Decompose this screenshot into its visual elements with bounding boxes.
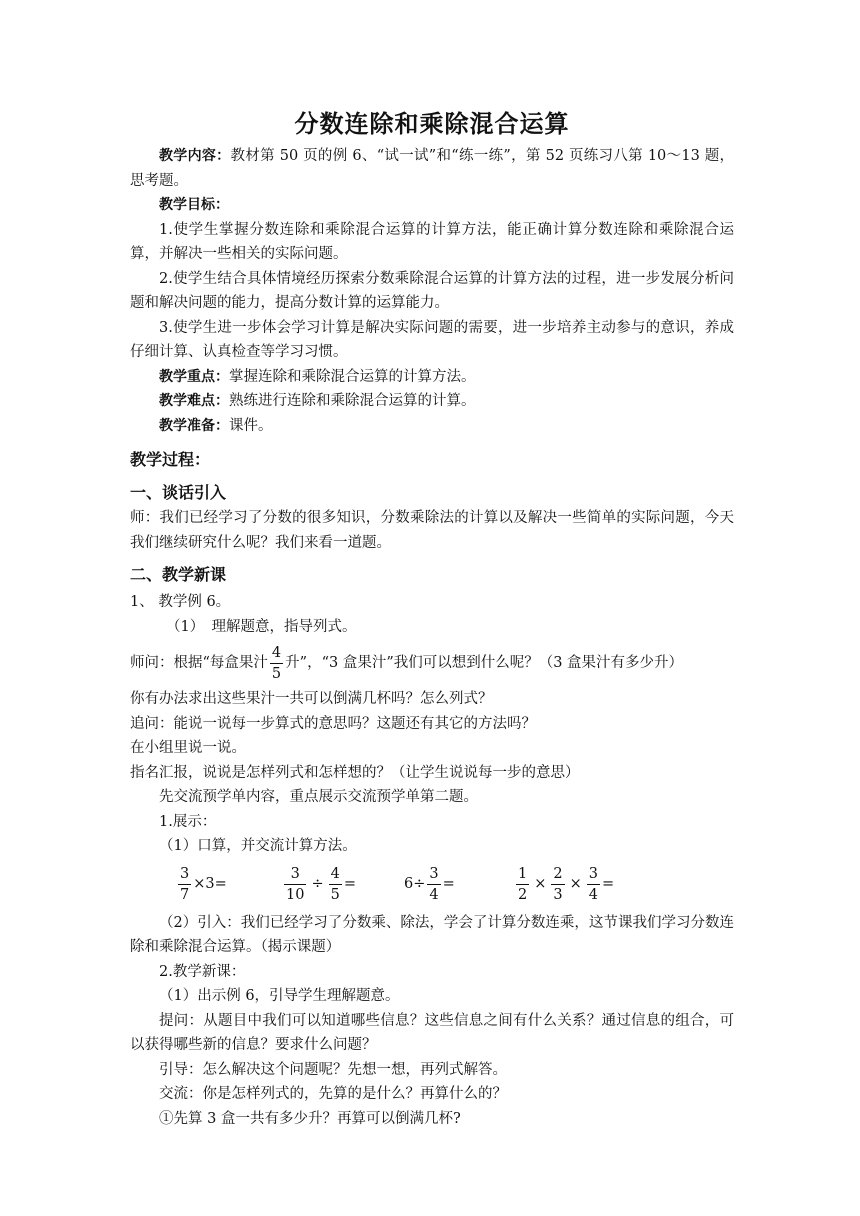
share-text: 交流：你是怎样列式的，先算的是什么？再算什么的？ — [159, 1086, 507, 1102]
teacher-question: 师问：根据“每盒果汁 $\frac{4}{5}$ 升”，“3 盒果汁”我们可以想到什么呢？（3 盒果汁有多少升） — [130, 644, 684, 682]
step-1-text: ①先算 3 盒一共有多少升？再算可以倒满几杯? — [159, 1110, 461, 1127]
ask-text: 提问：从题目中我们可以知道哪些信息？这些信息之间有什么关系？通过信息的组合，可以获得哪些新的信息？要求什么问题？ — [130, 1012, 734, 1053]
difficulty-text: 熟练进行连除和乘除混合运算的计算。 — [229, 393, 476, 409]
key-point — [130, 365, 734, 390]
teaching-goals-label: 教学目标： — [159, 197, 229, 213]
fraction-four-fifths: $\frac{4}{5}$ — [271, 644, 282, 682]
expr-2: $\frac{3}{10}$ ÷ $\frac{4}{5}$ = — [286, 866, 356, 903]
text-line-2: 追问：能说一说每一步算式的意思吗？这题还有其它的方法吗？ — [130, 715, 536, 732]
exchange-text: 先交流预学单内容，重点展示交流预学单第二题。 — [159, 789, 478, 805]
teaching-content-text: 教材第 50 页的例 6、“试一试”和“练一练”，第 52 页练习八第 10～13 题，思考题。 — [130, 148, 735, 189]
expr-1: $\frac{3}{7}$ ×3= — [180, 866, 227, 903]
goal-item-3: 3.使学生进一步体会学习计算是解决实际问题的需要，进一步培养主动参与的意识，养成仔细计算、认真检查等学习习惯。 — [130, 319, 734, 360]
oral-calc-text: （1）口算，并交流计算方法。 — [159, 838, 357, 854]
preparation-text: 课件。 — [229, 417, 273, 434]
difficulty-label: 教学难点： — [159, 393, 229, 409]
example-text: （1）出示例 6，引导学生理解题意。 — [159, 988, 400, 1004]
goal-item-2: 2.使学生结合具体情境经历探索分数乘除混合运算的计算方法的过程，进一步发展分析问题和解决问题的能力，提高分数计算的运算能力。 — [130, 270, 734, 311]
teaching-content — [130, 144, 734, 193]
text-line-1: 你有办法求出这些果汁一共可以倒满几杯吗？怎么列式？ — [130, 691, 493, 707]
expr-4: $\frac{1}{2}$ × $\frac{2}{3}$ × $\frac{3}{4}$ = — [518, 866, 615, 903]
expr-3: 6÷ $\frac{3}{4}$ = — [404, 866, 455, 903]
section-1-heading: 一、谈话引入 — [130, 483, 227, 502]
page-title: 分数连除和乘除混合运算 — [294, 110, 570, 138]
process-heading: 教学过程： — [130, 450, 211, 469]
difficulty — [130, 389, 734, 414]
oral-calc-expressions — [130, 859, 734, 911]
section-2-item-1: 1、 教学例 6。 — [130, 594, 231, 610]
key-point-text: 掌握连除和乘除混合运算的计算方法。 — [229, 368, 476, 385]
guide-text: 引导：怎么解决这个问题呢？先想一想，再列式解答。 — [159, 1061, 507, 1078]
intro-text: （2）引入：我们已经学习了分数乘、除法，学会了计算分数连乘，这节课我们学习分数连除和乘除混合运算。（揭示课题） — [130, 914, 734, 955]
section-2-sub-1: （1） 理解题意，指导列式。 — [166, 618, 357, 635]
teaching-content-label: 教学内容： — [159, 148, 231, 164]
text-line-3: 在小组里说一说。 — [130, 740, 246, 756]
key-point-label: 教学重点： — [159, 368, 229, 385]
new-lesson-label: 2.教学新课： — [159, 963, 246, 980]
section-1-text: 师：我们已经学习了分数的很多知识，分数乘除法的计算以及解决一些简单的实际问题，今天我们继续研究什么呢？我们来看一道题。 — [130, 510, 734, 551]
section-2-heading: 二、教学新课 — [130, 565, 227, 584]
show-label: 1.展示： — [159, 813, 217, 830]
preparation-label: 教学准备： — [159, 417, 229, 434]
goal-item-1: 1.使学生掌握分数连除和乘除混合运算的计算方法，能正确计算分数连除和乘除混合运算，并解决一些相关的实际问题。 — [130, 221, 734, 262]
text-line-4: 指名汇报，说说是怎样列式和怎样想的？（让学生说说每一步的意思） — [130, 764, 580, 781]
preparation — [130, 414, 734, 439]
